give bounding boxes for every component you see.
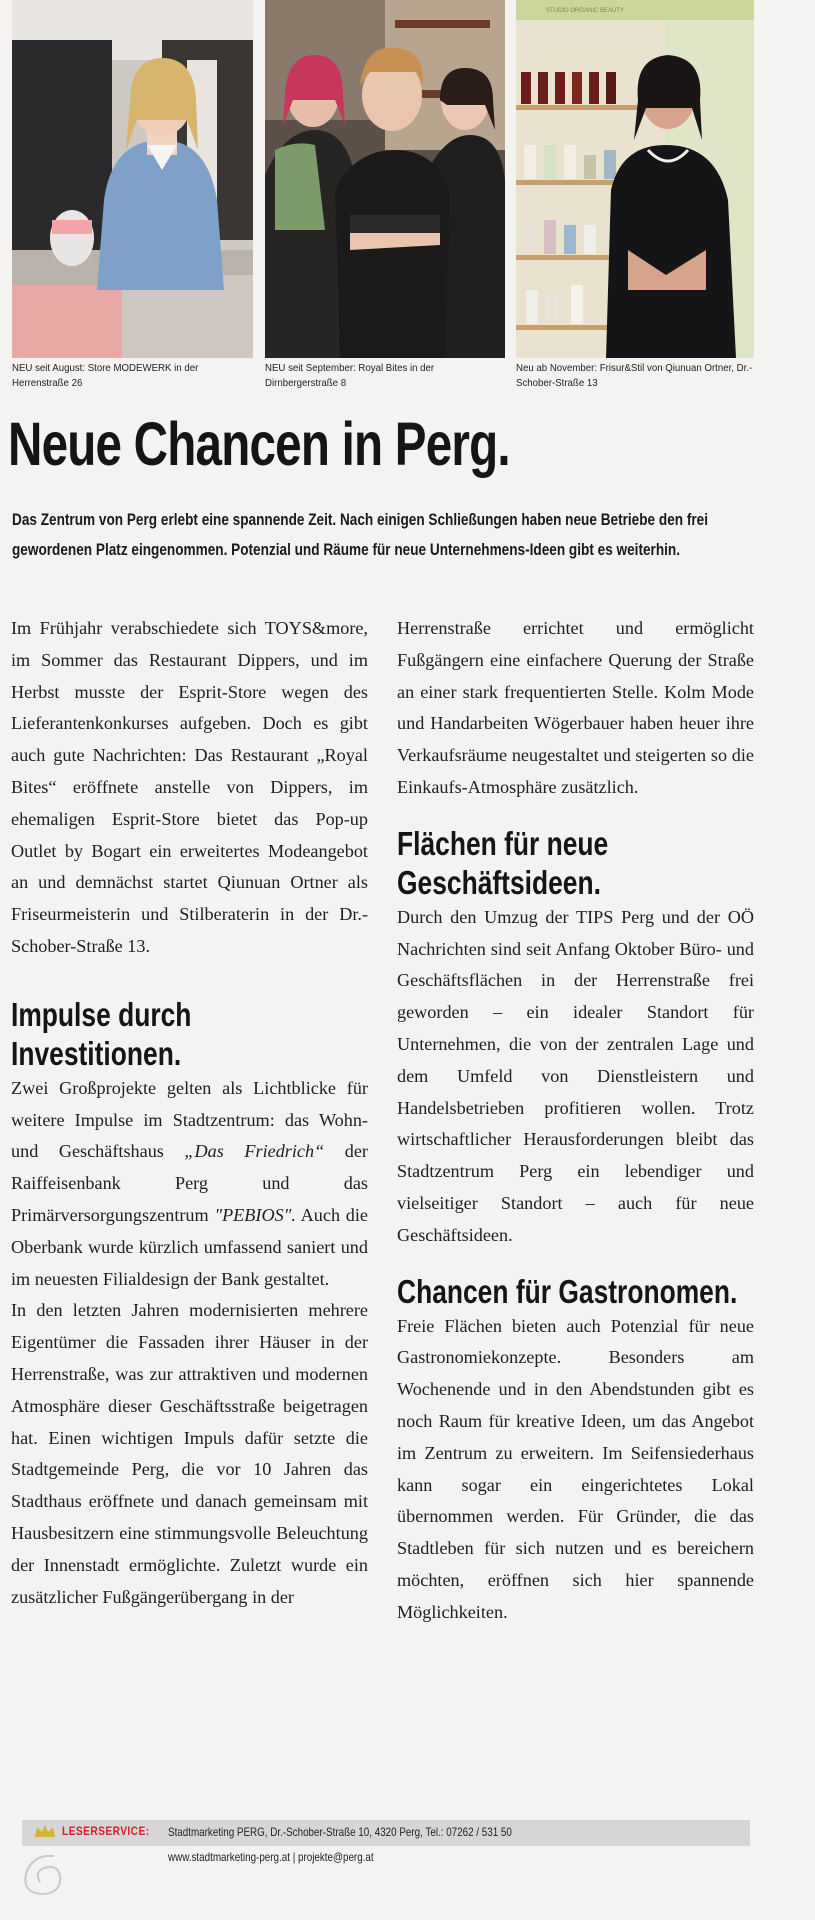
photo-frisur-stil: [516, 0, 754, 358]
photo-caption: NEU seit August: Store MODEWERK in der Herrenstraße 26: [12, 362, 199, 389]
body-paragraph: Durch den Umzug der TIPS Perg und der OÖ Nachrichten sind seit Anfang Oktober Büro- und Geschäftsflächen in der Herrenstraße frei geworden – ein idealer Standort für Unternehmen, die von der zentralen Lage und dem Umfeld von Dienstleistern und Handelsbetrieben profitieren wollen. Trotz wirtschaftlicher Herausforderungen bleibt das Stadtzentrum Perg ein lebendiger und vielseitiger Standort – auch für neue Geschäftsideen.: [397, 906, 754, 1245]
article-lead: Das Zentrum von Perg erlebt eine spannende Zeit. Nach einigen Schließungen haben neue Betriebe den frei gewordenen Platz eingenommen. Potenzial und Räume für neue Unternehmens-Ideen gibt es weiterhin.: [12, 510, 709, 559]
leserservice-bar: [22, 1820, 750, 1846]
emphasis-das-friedrich: „Das Friedrich“: [184, 1141, 325, 1162]
article-column-left: [11, 613, 368, 1613]
emphasis-pebios: "PEBIOS".: [214, 1204, 296, 1225]
article-column-right: [397, 613, 754, 1629]
photo-modewerk: [12, 0, 253, 358]
contact-address: Stadtmarketing PERG, Dr.-Schober-Straße 10, 4320 Perg, Tel.: 07262 / 531 50: [168, 1825, 512, 1839]
body-paragraph: Herrenstraße errichtet und ermöglicht Fußgängern eine einfachere Querung der Straße an einer stark frequentierten Stelle. Kolm Mode und Handarbeiten Wögerbauer haben heuer ihre Verkaufsräume neugestaltet und steigerten so die Einkaufs-Atmosphäre zusätzlich.: [397, 618, 754, 797]
body-paragraph: Zwei Großprojekte gelten als Lichtblicke für weitere Impulse im Stadtzentrum: das Wohn- und Geschäftshaus „Das Friedrich“ der Raiffeisenbank Perg und das Primärversorgungszentrum "PEBIOS". Auch die Oberbank wurde kürzlich umfassend saniert und im neuesten Filialdesign der Bank gestaltet.: [11, 1077, 369, 1289]
photo-caption: NEU seit September: Royal Bites in der Dirnbergerstraße 8: [265, 362, 435, 389]
photo-strip: [12, 0, 754, 360]
section-heading: Chancen für Gastronomen.: [397, 1272, 738, 1310]
photo-captions: [12, 361, 754, 401]
section-heading: Impulse durch Investitionen.: [11, 995, 192, 1072]
article-headline: Neue Chancen in Perg.: [8, 410, 510, 478]
photo-caption: Neu ab November: Frisur&Stil von Qiunuan Ortner, Dr.-Schober-Straße 13: [516, 362, 753, 389]
decorative-swirl-icon: [14, 1844, 74, 1909]
body-paragraph: In den letzten Jahren modernisierten mehrere Eigentümer die Fassaden ihrer Häuser in der Herrenstraße, was zur attraktiven und modernen Atmosphäre dieser Geschäftsstraße beigetragen hat. Einen wichtigen Impuls dafür setzte die Stadtgemeinde Perg, die vor 10 Jahren das Stadthaus eröffnete und danach gemeinsam mit Hausbesitzern eine stimmungsvolle Beleuchtung der Innenstadt ermöglichte. Zuletzt wurde ein zusätzlicher Fußgängerübergang in der: [11, 1300, 368, 1607]
photo-royal-bites: [265, 0, 505, 358]
section-heading: Flächen für neue Geschäftsideen.: [397, 824, 609, 901]
body-paragraph: Im Frühjahr verabschiedete sich TOYS&more, im Sommer das Restaurant Dippers, und im Herbst musste der Esprit-Store wegen des Lieferantenkonkurses aufgeben. Doch es gibt auch gute Nachrichten: Das Restaurant „Royal Bites“ eröffnete anstelle von Dippers, im ehemaligen Esprit-Store bietet das Pop-up Outlet by Bogart ein erweitertes Modeangebot an und demnächst startet Qiunuan Ortner als Friseurmeisterin und Stilberaterin in der Dr.-Schober-Straße 13.: [11, 618, 368, 956]
studio-sign: STUDIO ORGANIC BEAUTY: [546, 8, 625, 14]
contact-web-email: www.stadtmarketing-perg.at | projekte@perg.at: [168, 1850, 374, 1864]
leserservice-label: LESERSERVICE:: [62, 1824, 150, 1838]
body-paragraph: Freie Flächen bieten auch Potenzial für neue Gastronomiekonzepte. Besonders am Wochenende und in den Abendstunden gibt es noch Raum für kreative Ideen, um das Angebot im Zentrum zu erweitern. Im Seifensiederhaus kann sogar ein eingerichtetes Lokal übernommen werden. Für Gründer, die das Stadtleben für sich nutzen und es bereichern möchten, eröffnen sich hier spannende Möglichkeiten.: [397, 1315, 754, 1622]
crown-icon: [34, 1823, 56, 1844]
